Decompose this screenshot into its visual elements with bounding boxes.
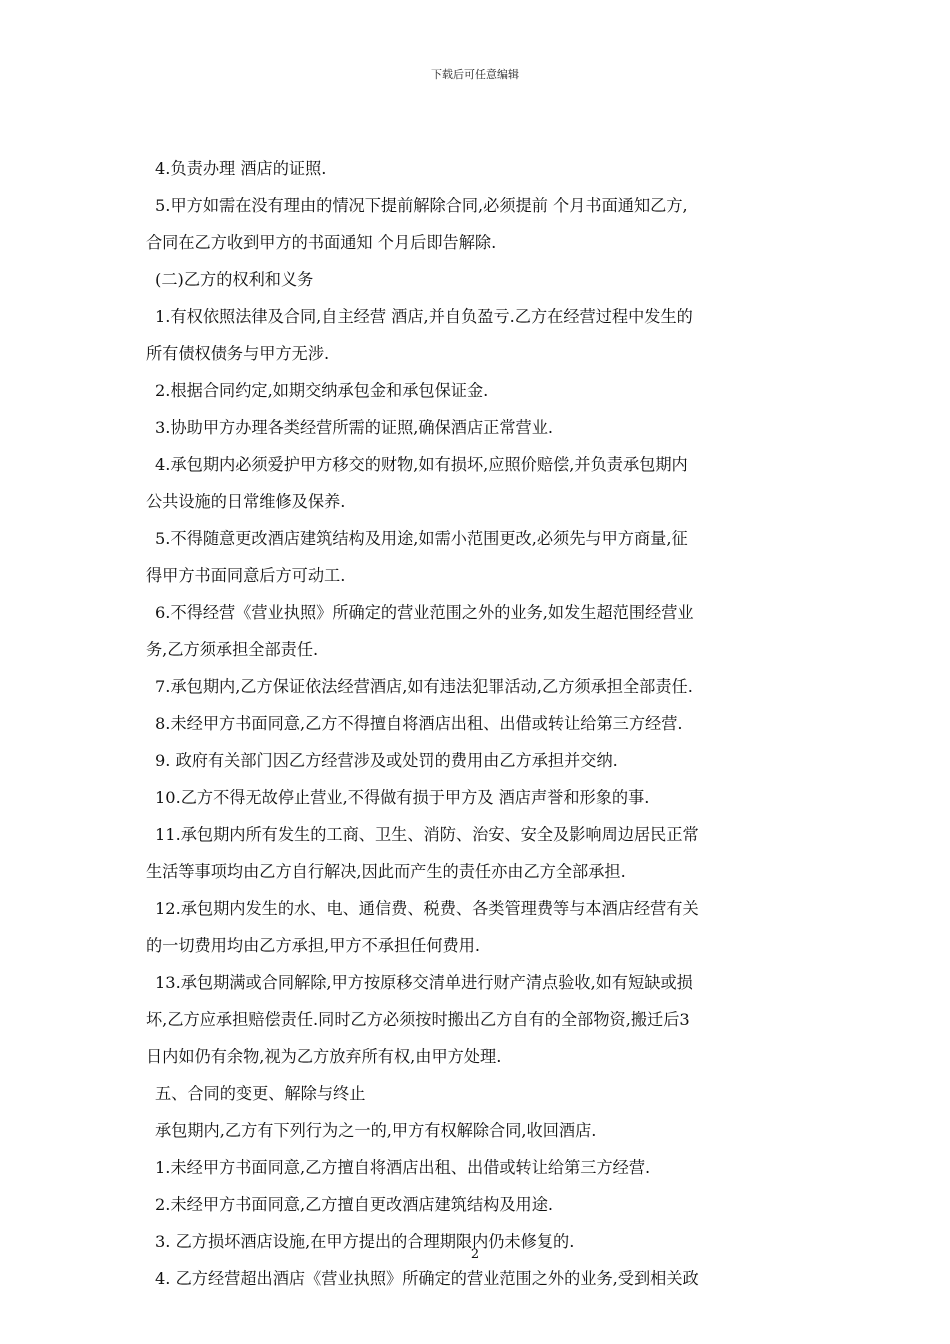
document-line: 6.不得经营《营业执照》所确定的营业范围之外的业务,如发生超范围经营业 [155, 603, 694, 622]
document-line: 4. 乙方经营超出酒店《营业执照》所确定的营业范围之外的业务,受到相关政 [155, 1269, 699, 1288]
document-line: 公共设施的日常维修及保养. [146, 492, 346, 511]
document-line: 得甲方书面同意后方可动工. [146, 566, 346, 585]
document-line: 所有债权债务与甲方无涉. [146, 344, 330, 363]
document-line: 8.未经甲方书面同意,乙方不得擅自将酒店出租、出借或转让给第三方经营. [155, 714, 683, 733]
document-line: 坏,乙方应承担赔偿责任.同时乙方必须按时搬出乙方自有的全部物资,搬迁后3 [146, 1010, 690, 1029]
document-line: 2.根据合同约定,如期交纳承包金和承包保证金. [155, 381, 489, 400]
document-line: (二)乙方的权利和义务 [155, 270, 314, 289]
document-line: 9. 政府有关部门因乙方经营涉及或处罚的费用由乙方承担并交纳. [155, 751, 618, 770]
document-line: 13.承包期满或合同解除,甲方按原移交清单进行财产清点验收,如有短缺或损 [155, 973, 693, 992]
document-line: 11.承包期内所有发生的工商、卫生、消防、治安、安全及影响周边居民正常 [155, 825, 699, 844]
document-line: 1.未经甲方书面同意,乙方擅自将酒店出租、出借或转让给第三方经营. [155, 1158, 651, 1177]
document-line: 5.甲方如需在没有理由的情况下提前解除合同,必须提前 个月书面通知乙方, [155, 196, 688, 215]
document-line: 2.未经甲方书面同意,乙方擅自更改酒店建筑结构及用途. [155, 1195, 554, 1214]
page-number: 2 [470, 1247, 480, 1262]
document-line: 12.承包期内发生的水、电、通信费、税费、各类管理费等与本酒店经营有关 [155, 899, 699, 918]
document-line: 承包期内,乙方有下列行为之一的,甲方有权解除合同,收回酒店. [155, 1121, 597, 1140]
document-line: 7.承包期内,乙方保证依法经营酒店,如有违法犯罪活动,乙方须承担全部责任. [155, 677, 693, 696]
document-body [146, 150, 806, 1297]
document-line: 的一切费用均由乙方承担,甲方不承担任何费用. [146, 936, 481, 955]
document-line: 3. 乙方损坏酒店设施,在甲方提出的合理期限内仍未修复的. [155, 1232, 575, 1251]
document-line: 4.承包期内必须爱护甲方移交的财物,如有损坏,应照价赔偿,并负责承包期内 [155, 455, 688, 474]
document-line: 生活等事项均由乙方自行解决,因此而产生的责任亦由乙方全部承担. [146, 862, 626, 881]
document-line: 五、合同的变更、解除与终止 [155, 1084, 366, 1103]
page-header-note: 下载后可任意编辑 [431, 68, 519, 81]
document-line: 1.有权依照法律及合同,自主经营 酒店,并自负盈亏.乙方在经营过程中发生的 [155, 307, 693, 326]
document-line: 合同在乙方收到甲方的书面通知 个月后即告解除. [146, 233, 497, 252]
document-line: 4.负责办理 酒店的证照. [155, 159, 327, 178]
document-line: 3.协助甲方办理各类经营所需的证照,确保酒店正常营业. [155, 418, 554, 437]
document-line: 5.不得随意更改酒店建筑结构及用途,如需小范围更改,必须先与甲方商量,征 [155, 529, 688, 548]
document-line: 10.乙方不得无故停止营业,不得做有损于甲方及 酒店声誉和形象的事. [155, 788, 650, 807]
document-line: 日内如仍有余物,视为乙方放弃所有权,由甲方处理. [146, 1047, 502, 1066]
document-line: 务,乙方须承担全部责任. [146, 640, 319, 659]
